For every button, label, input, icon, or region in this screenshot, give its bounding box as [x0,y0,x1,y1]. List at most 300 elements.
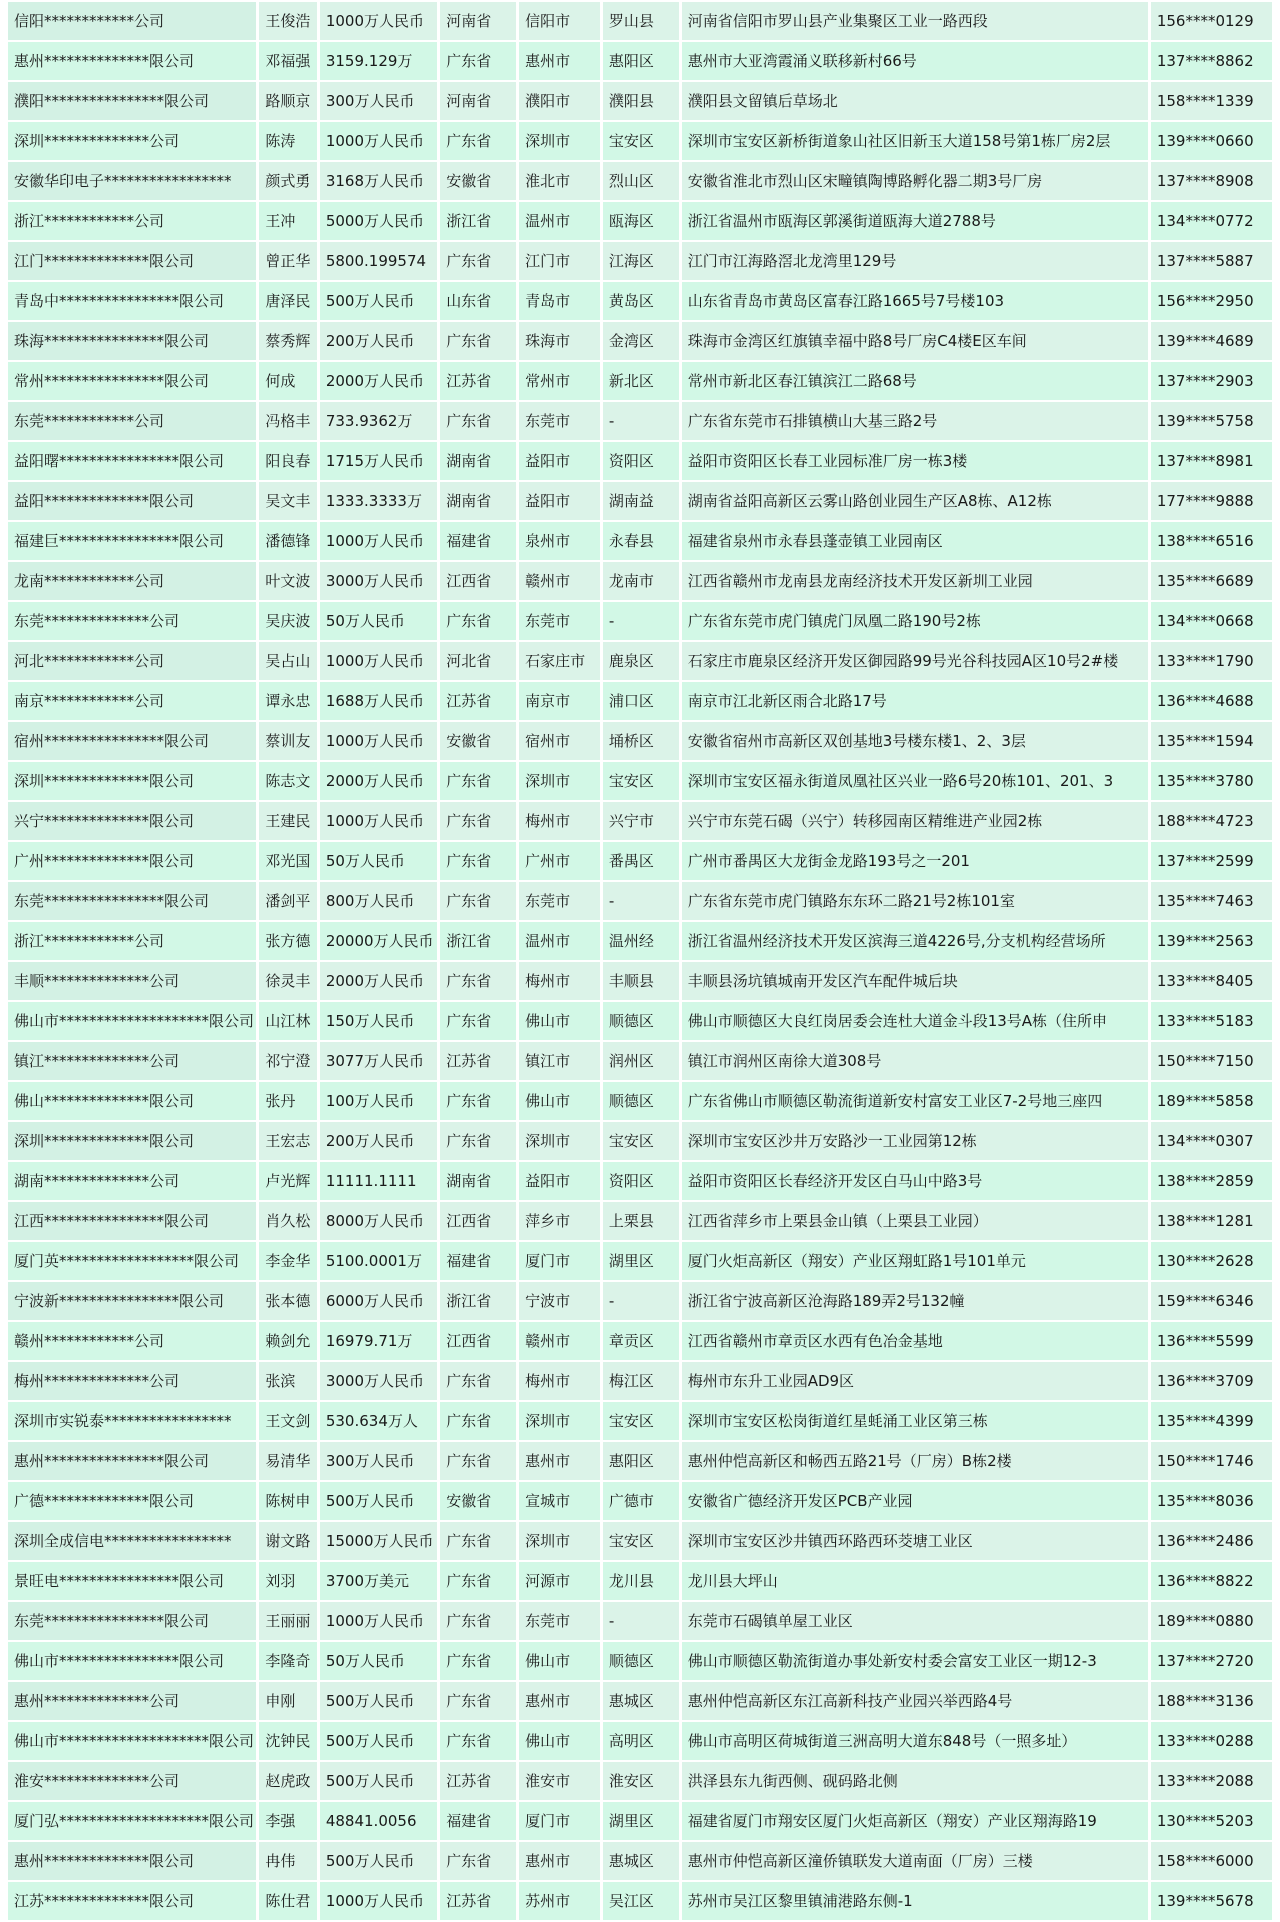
city-cell: 深圳市 [519,1522,600,1560]
province-cell: 山东省 [440,282,516,320]
city-cell: 萍乡市 [519,1202,600,1240]
address-cell: 江门市江海路滘北龙湾里129号 [682,242,1148,280]
table-row [8,242,1272,280]
address-cell: 龙川县大坪山 [682,1562,1148,1600]
registered-capital-cell: 8000万人民币 [320,1202,437,1240]
district-cell: 顺德区 [603,1082,679,1120]
phone-cell: 136****8822 [1151,1562,1272,1600]
city-cell: 东莞市 [519,882,600,920]
legal-rep-cell: 王宏志 [259,1122,317,1160]
legal-rep-cell: 颜式勇 [259,162,317,200]
city-cell: 河源市 [519,1562,600,1600]
table-row [8,1762,1272,1800]
province-cell: 江西省 [440,1322,516,1360]
city-cell: 淮安市 [519,1762,600,1800]
company-name-cell: 江苏**************限公司 [8,1882,256,1920]
province-cell: 福建省 [440,1242,516,1280]
legal-rep-cell: 赖剑允 [259,1322,317,1360]
table-row [8,162,1272,200]
province-cell: 广东省 [440,962,516,1000]
province-cell: 广东省 [440,1602,516,1640]
province-cell: 江西省 [440,1202,516,1240]
registered-capital-cell: 48841.0056 [320,1802,437,1840]
table-row [8,1082,1272,1120]
registered-capital-cell: 5800.199574 [320,242,437,280]
district-cell: 龙川县 [603,1562,679,1600]
province-cell: 广东省 [440,1402,516,1440]
district-cell: 宝安区 [603,122,679,160]
address-cell: 濮阳县文留镇后草场北 [682,82,1148,120]
city-cell: 宁波市 [519,1282,600,1320]
address-cell: 山东省青岛市黄岛区富春江路1665号7号楼103 [682,282,1148,320]
district-cell: 埇桥区 [603,722,679,760]
legal-rep-cell: 曾正华 [259,242,317,280]
city-cell: 泉州市 [519,522,600,560]
address-cell: 惠州市大亚湾霞涌义联移新村66号 [682,42,1148,80]
registered-capital-cell: 500万人民币 [320,1842,437,1880]
company-name-cell: 广州**************限公司 [8,842,256,880]
province-cell: 江苏省 [440,682,516,720]
province-cell: 江苏省 [440,1042,516,1080]
city-cell: 惠州市 [519,42,600,80]
address-cell: 益阳市资阳区长春经济开发区白马山中路3号 [682,1162,1148,1200]
phone-cell: 136****3709 [1151,1362,1272,1400]
legal-rep-cell: 卢光辉 [259,1162,317,1200]
phone-cell: 137****2903 [1151,362,1272,400]
legal-rep-cell: 冉伟 [259,1842,317,1880]
district-cell: 鹿泉区 [603,642,679,680]
district-cell: 黄岛区 [603,282,679,320]
phone-cell: 138****2859 [1151,1162,1272,1200]
city-cell: 深圳市 [519,762,600,800]
phone-cell: 133****2088 [1151,1762,1272,1800]
table-row [8,962,1272,1000]
registered-capital-cell: 3077万人民币 [320,1042,437,1080]
province-cell: 河南省 [440,82,516,120]
company-name-cell: 梅州**************公司 [8,1362,256,1400]
city-cell: 淮北市 [519,162,600,200]
company-name-cell: 深圳**************限公司 [8,762,256,800]
registered-capital-cell: 500万人民币 [320,1682,437,1720]
company-name-cell: 宿州****************限公司 [8,722,256,760]
phone-cell: 150****7150 [1151,1042,1272,1080]
legal-rep-cell: 王俊浩 [259,2,317,40]
registered-capital-cell: 3700万美元 [320,1562,437,1600]
district-cell: 吴江区 [603,1882,679,1920]
legal-rep-cell: 肖久松 [259,1202,317,1240]
province-cell: 广东省 [440,1562,516,1600]
table-row [8,282,1272,320]
province-cell: 湖南省 [440,1162,516,1200]
table-row [8,442,1272,480]
legal-rep-cell: 徐灵丰 [259,962,317,1000]
city-cell: 惠州市 [519,1682,600,1720]
phone-cell: 134****0668 [1151,602,1272,640]
district-cell: 温州经 [603,922,679,960]
phone-cell: 189****0880 [1151,1602,1272,1640]
district-cell: 丰顺县 [603,962,679,1000]
district-cell: 宝安区 [603,1522,679,1560]
company-name-cell: 信阳************公司 [8,2,256,40]
district-cell: 浦口区 [603,682,679,720]
phone-cell: 138****6516 [1151,522,1272,560]
legal-rep-cell: 赵虎政 [259,1762,317,1800]
address-cell: 丰顺县汤坑镇城南开发区汽车配件城后块 [682,962,1148,1000]
address-cell: 安徽省淮北市烈山区宋疃镇陶博路孵化器二期3号厂房 [682,162,1148,200]
address-cell: 深圳市宝安区沙井镇西环路西环茭塘工业区 [682,1522,1148,1560]
address-cell: 河南省信阳市罗山县产业集聚区工业一路西段 [682,2,1148,40]
address-cell: 洪泽县东九街西侧、砚码路北侧 [682,1762,1148,1800]
table-row [8,762,1272,800]
legal-rep-cell: 阳良春 [259,442,317,480]
table-row [8,2,1272,40]
phone-cell: 135****8036 [1151,1482,1272,1520]
address-cell: 佛山市顺德区勒流街道办事处新安村委会富安工业区一期12-3 [682,1642,1148,1680]
district-cell: 章贡区 [603,1322,679,1360]
district-cell: 资阳区 [603,442,679,480]
registered-capital-cell: 2000万人民币 [320,362,437,400]
province-cell: 广东省 [440,322,516,360]
phone-cell: 137****8862 [1151,42,1272,80]
address-cell: 湖南省益阳高新区云雾山路创业园生产区A8栋、A12栋 [682,482,1148,520]
table-row [8,1602,1272,1640]
district-cell: - [603,1282,679,1320]
phone-cell: 135****3780 [1151,762,1272,800]
phone-cell: 177****9888 [1151,482,1272,520]
table-row [8,82,1272,120]
city-cell: 厦门市 [519,1802,600,1840]
registered-capital-cell: 733.9362万 [320,402,437,440]
province-cell: 广东省 [440,1442,516,1480]
phone-cell: 130****2628 [1151,1242,1272,1280]
table-row [8,42,1272,80]
legal-rep-cell: 谢文路 [259,1522,317,1560]
registered-capital-cell: 150万人民币 [320,1002,437,1040]
company-name-cell: 惠州**************公司 [8,1682,256,1720]
phone-cell: 137****5887 [1151,242,1272,280]
district-cell: 濮阳县 [603,82,679,120]
registered-capital-cell: 1333.3333万 [320,482,437,520]
table-row [8,522,1272,560]
company-name-cell: 惠州**************限公司 [8,42,256,80]
table-row [8,722,1272,760]
province-cell: 广东省 [440,1842,516,1880]
registered-capital-cell: 1715万人民币 [320,442,437,480]
legal-rep-cell: 谭永忠 [259,682,317,720]
district-cell: 高明区 [603,1722,679,1760]
province-cell: 广东省 [440,1722,516,1760]
address-cell: 福建省厦门市翔安区厦门火炬高新区（翔安）产业区翔海路19 [682,1802,1148,1840]
province-cell: 广东省 [440,42,516,80]
district-cell: 梅江区 [603,1362,679,1400]
province-cell: 安徽省 [440,1482,516,1520]
address-cell: 深圳市宝安区福永街道凤凰社区兴业一路6号20栋101、201、3 [682,762,1148,800]
registered-capital-cell: 5000万人民币 [320,202,437,240]
phone-cell: 156****2950 [1151,282,1272,320]
legal-rep-cell: 吴文丰 [259,482,317,520]
district-cell: 宝安区 [603,762,679,800]
province-cell: 广东省 [440,1362,516,1400]
address-cell: 浙江省温州经济技术开发区滨海三道4226号,分支机构经营场所 [682,922,1148,960]
province-cell: 广东省 [440,242,516,280]
registered-capital-cell: 3000万人民币 [320,1362,437,1400]
company-name-cell: 常州****************限公司 [8,362,256,400]
city-cell: 益阳市 [519,442,600,480]
province-cell: 浙江省 [440,922,516,960]
address-cell: 安徽省宿州市高新区双创基地3号楼东楼1、2、3层 [682,722,1148,760]
company-name-cell: 江西****************限公司 [8,1202,256,1240]
province-cell: 广东省 [440,402,516,440]
city-cell: 梅州市 [519,962,600,1000]
legal-rep-cell: 刘羽 [259,1562,317,1600]
province-cell: 浙江省 [440,202,516,240]
province-cell: 广东省 [440,1522,516,1560]
phone-cell: 133****0288 [1151,1722,1272,1760]
address-cell: 广东省东莞市虎门镇路东东环二路21号2栋101室 [682,882,1148,920]
table-row [8,642,1272,680]
address-cell: 江西省赣州市龙南县龙南经济技术开发区新圳工业园 [682,562,1148,600]
registered-capital-cell: 50万人民币 [320,842,437,880]
company-name-cell: 兴宁**************限公司 [8,802,256,840]
address-cell: 佛山市顺德区大良红岗居委会连杜大道金斗段13号A栋（住所申 [682,1002,1148,1040]
district-cell: - [603,882,679,920]
registered-capital-cell: 6000万人民币 [320,1282,437,1320]
province-cell: 广东省 [440,802,516,840]
address-cell: 石家庄市鹿泉区经济开发区御园路99号光谷科技园A区10号2#楼 [682,642,1148,680]
legal-rep-cell: 李隆奇 [259,1642,317,1680]
province-cell: 安徽省 [440,722,516,760]
phone-cell: 137****2599 [1151,842,1272,880]
phone-cell: 136****2486 [1151,1522,1272,1560]
table-row [8,1162,1272,1200]
phone-cell: 134****0772 [1151,202,1272,240]
province-cell: 江苏省 [440,1762,516,1800]
registered-capital-cell: 15000万人民币 [320,1522,437,1560]
table-row [8,1642,1272,1680]
table-row [8,1842,1272,1880]
district-cell: 金湾区 [603,322,679,360]
city-cell: 东莞市 [519,402,600,440]
province-cell: 湖南省 [440,442,516,480]
registered-capital-cell: 1000万人民币 [320,1882,437,1920]
table-row [8,1482,1272,1520]
phone-cell: 159****6346 [1151,1282,1272,1320]
registered-capital-cell: 200万人民币 [320,1122,437,1160]
address-cell: 广东省东莞市石排镇横山大基三路2号 [682,402,1148,440]
district-cell: 龙南市 [603,562,679,600]
company-name-cell: 东莞****************限公司 [8,882,256,920]
phone-cell: 135****1594 [1151,722,1272,760]
district-cell: 湖里区 [603,1242,679,1280]
city-cell: 镇江市 [519,1042,600,1080]
legal-rep-cell: 山江林 [259,1002,317,1040]
address-cell: 东莞市石碣镇单屋工业区 [682,1602,1148,1640]
address-cell: 镇江市润州区南徐大道308号 [682,1042,1148,1080]
registered-capital-cell: 11111.1111 [320,1162,437,1200]
district-cell: 新北区 [603,362,679,400]
phone-cell: 134****0307 [1151,1122,1272,1160]
phone-cell: 150****1746 [1151,1442,1272,1480]
legal-rep-cell: 王建民 [259,802,317,840]
city-cell: 惠州市 [519,1842,600,1880]
registered-capital-cell: 800万人民币 [320,882,437,920]
province-cell: 河南省 [440,2,516,40]
legal-rep-cell: 祁宁澄 [259,1042,317,1080]
company-name-cell: 深圳**************限公司 [8,1122,256,1160]
district-cell: 顺德区 [603,1002,679,1040]
registered-capital-cell: 20000万人民币 [320,922,437,960]
company-name-cell: 景旺电****************限公司 [8,1562,256,1600]
company-name-cell: 镇江**************公司 [8,1042,256,1080]
company-name-cell: 赣州************公司 [8,1322,256,1360]
registered-capital-cell: 1000万人民币 [320,522,437,560]
phone-cell: 133****5183 [1151,1002,1272,1040]
phone-cell: 158****6000 [1151,1842,1272,1880]
city-cell: 佛山市 [519,1002,600,1040]
table-row [8,1122,1272,1160]
district-cell: 润州区 [603,1042,679,1080]
legal-rep-cell: 张方德 [259,922,317,960]
city-cell: 益阳市 [519,1162,600,1200]
registered-capital-cell: 1000万人民币 [320,1602,437,1640]
legal-rep-cell: 蔡秀辉 [259,322,317,360]
company-name-cell: 益阳**************限公司 [8,482,256,520]
legal-rep-cell: 邓福强 [259,42,317,80]
registered-capital-cell: 3168万人民币 [320,162,437,200]
registered-capital-cell: 2000万人民币 [320,762,437,800]
district-cell: - [603,1602,679,1640]
table-row [8,802,1272,840]
phone-cell: 136****5599 [1151,1322,1272,1360]
province-cell: 河北省 [440,642,516,680]
city-cell: 赣州市 [519,1322,600,1360]
city-cell: 苏州市 [519,1882,600,1920]
city-cell: 深圳市 [519,122,600,160]
city-cell: 石家庄市 [519,642,600,680]
province-cell: 福建省 [440,522,516,560]
table-row [8,1042,1272,1080]
district-cell: 广德市 [603,1482,679,1520]
company-name-cell: 佛山市********************限公司 [8,1002,256,1040]
company-name-cell: 东莞**************公司 [8,602,256,640]
phone-cell: 135****7463 [1151,882,1272,920]
company-name-cell: 佛山市********************限公司 [8,1722,256,1760]
table-row [8,922,1272,960]
legal-rep-cell: 何成 [259,362,317,400]
company-name-cell: 惠州**************限公司 [8,1842,256,1880]
address-cell: 常州市新北区春江镇滨江二路68号 [682,362,1148,400]
province-cell: 广东省 [440,842,516,880]
phone-cell: 139****2563 [1151,922,1272,960]
table-row [8,122,1272,160]
city-cell: 梅州市 [519,1362,600,1400]
registered-capital-cell: 50万人民币 [320,602,437,640]
district-cell: 淮安区 [603,1762,679,1800]
registered-capital-cell: 5100.0001万 [320,1242,437,1280]
registered-capital-cell: 3000万人民币 [320,562,437,600]
province-cell: 广东省 [440,602,516,640]
table-row [8,202,1272,240]
phone-cell: 130****5203 [1151,1802,1272,1840]
table-row [8,1202,1272,1240]
city-cell: 温州市 [519,922,600,960]
phone-cell: 139****5758 [1151,402,1272,440]
district-cell: 瓯海区 [603,202,679,240]
table-row [8,562,1272,600]
city-cell: 深圳市 [519,1402,600,1440]
registered-capital-cell: 1000万人民币 [320,2,437,40]
legal-rep-cell: 沈钟民 [259,1722,317,1760]
district-cell: 湖里区 [603,1802,679,1840]
province-cell: 广东省 [440,1642,516,1680]
city-cell: 宣城市 [519,1482,600,1520]
address-cell: 惠州市仲恺高新区潼侨镇联发大道南面（厂房）三楼 [682,1842,1148,1880]
legal-rep-cell: 唐泽民 [259,282,317,320]
registered-capital-cell: 500万人民币 [320,1722,437,1760]
address-cell: 福建省泉州市永春县蓬壶镇工业园南区 [682,522,1148,560]
city-cell: 温州市 [519,202,600,240]
company-name-cell: 深圳全成信电***************** [8,1522,256,1560]
company-name-cell: 青岛中****************限公司 [8,282,256,320]
legal-rep-cell: 潘德锋 [259,522,317,560]
legal-rep-cell: 潘剑平 [259,882,317,920]
city-cell: 厦门市 [519,1242,600,1280]
province-cell: 江苏省 [440,1882,516,1920]
phone-cell: 133****1790 [1151,642,1272,680]
city-cell: 东莞市 [519,1602,600,1640]
company-name-cell: 浙江************公司 [8,922,256,960]
phone-cell: 138****1281 [1151,1202,1272,1240]
table-row [8,482,1272,520]
legal-rep-cell: 邓光国 [259,842,317,880]
table-row [8,1242,1272,1280]
district-cell: 宝安区 [603,1402,679,1440]
legal-rep-cell: 王文剑 [259,1402,317,1440]
legal-rep-cell: 张丹 [259,1082,317,1120]
district-cell: 湖南益 [603,482,679,520]
address-cell: 南京市江北新区雨合北路17号 [682,682,1148,720]
company-name-cell: 河北************公司 [8,642,256,680]
registered-capital-cell: 1000万人民币 [320,122,437,160]
registered-capital-cell: 200万人民币 [320,322,437,360]
registered-capital-cell: 1688万人民币 [320,682,437,720]
province-cell: 广东省 [440,1122,516,1160]
district-cell: - [603,602,679,640]
legal-rep-cell: 陈涛 [259,122,317,160]
company-name-cell: 珠海****************限公司 [8,322,256,360]
district-cell: 烈山区 [603,162,679,200]
company-name-cell: 淮安**************公司 [8,1762,256,1800]
address-cell: 广东省佛山市顺德区勒流街道新安村富安工业区7-2号地三座四 [682,1082,1148,1120]
company-name-cell: 广德**************限公司 [8,1482,256,1520]
address-cell: 佛山市高明区荷城街道三洲高明大道东848号（一照多址） [682,1722,1148,1760]
address-cell: 益阳市资阳区长春工业园标准厂房一栋3楼 [682,442,1148,480]
table-row [8,1722,1272,1760]
city-cell: 濮阳市 [519,82,600,120]
phone-cell: 139****0660 [1151,122,1272,160]
legal-rep-cell: 申刚 [259,1682,317,1720]
address-cell: 江西省赣州市章贡区水西有色冶金基地 [682,1322,1148,1360]
registered-capital-cell: 300万人民币 [320,82,437,120]
district-cell: 江海区 [603,242,679,280]
address-cell: 江西省萍乡市上栗县金山镇（上栗县工业园） [682,1202,1148,1240]
registered-capital-cell: 2000万人民币 [320,962,437,1000]
legal-rep-cell: 陈志文 [259,762,317,800]
address-cell: 深圳市宝安区沙井万安路沙一工业园第12栋 [682,1122,1148,1160]
phone-cell: 135****4399 [1151,1402,1272,1440]
legal-rep-cell: 张滨 [259,1362,317,1400]
registered-capital-cell: 1000万人民币 [320,802,437,840]
